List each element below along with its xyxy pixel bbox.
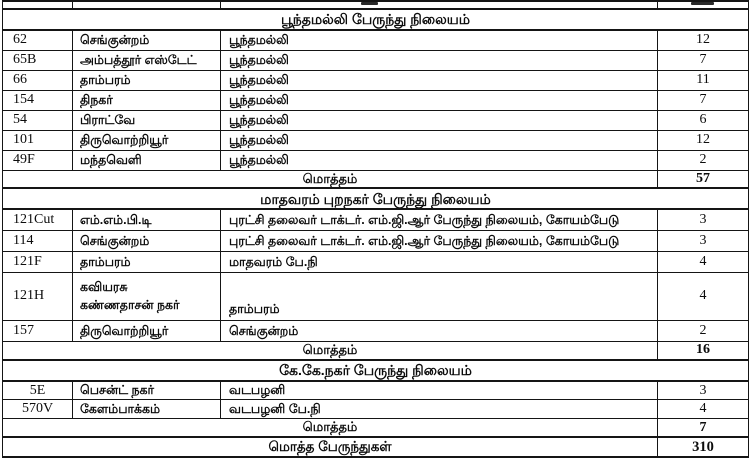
route-number-cell: 65B xyxy=(3,50,73,70)
bus-count-cell: 11 xyxy=(658,70,749,90)
route-row xyxy=(3,400,749,419)
section-total-row xyxy=(3,419,749,437)
section-total-label: மொத்தம் xyxy=(3,170,658,188)
route-number-cell: 121Cut xyxy=(3,209,73,230)
section-total-value: 7 xyxy=(658,419,749,437)
section-total-value: 16 xyxy=(658,341,749,359)
clipped-text-fragment xyxy=(691,2,714,5)
origin-cell: தாம்பரம் xyxy=(73,251,221,272)
section-total-label: மொத்தம் xyxy=(3,341,658,359)
destination-cell: பூந்தமல்லி xyxy=(221,30,658,50)
origin-cell: தாம்பரம் xyxy=(73,70,221,90)
destination-cell: பூந்தமல்லி xyxy=(221,130,658,150)
bus-count-cell: 7 xyxy=(658,90,749,110)
bus-count-cell: 7 xyxy=(658,50,749,70)
partial-clipped-row xyxy=(3,1,749,9)
destination-cell: புரட்சி தலைவர் டாக்டர். எம்.ஜி.ஆர் பேருந்து நிலையம், கோயம்பேடு xyxy=(221,230,658,251)
route-number-cell: 121H xyxy=(3,272,73,320)
route-number-cell: 570V xyxy=(3,400,73,419)
section-title: கே.கே.நகர் பேருந்து நிலையம் xyxy=(3,360,749,381)
origin-cell: கவியரசு கண்ணதாசன் நகர் xyxy=(73,272,221,320)
route-number-cell: 62 xyxy=(3,30,73,50)
bus-count-cell: 4 xyxy=(658,272,749,320)
bus-route-table-body xyxy=(3,1,749,457)
bus-count-cell: 12 xyxy=(658,130,749,150)
origin-cell: திநகர் xyxy=(73,90,221,110)
route-row xyxy=(3,251,749,272)
origin-cell: எம்.எம்.பி.டி xyxy=(73,209,221,230)
route-row xyxy=(3,50,749,70)
origin-cell: திருவொற்றியூர் xyxy=(73,320,221,341)
origin-cell: பிராட்வே xyxy=(73,110,221,130)
route-number-cell: 114 xyxy=(3,230,73,251)
route-number-cell: 5E xyxy=(3,381,73,400)
destination-cell: பூந்தமல்லி xyxy=(221,70,658,90)
route-row xyxy=(3,381,749,400)
bus-count-cell: 6 xyxy=(658,110,749,130)
bus-count-cell: 3 xyxy=(658,230,749,251)
destination-cell: பூந்தமல்லி xyxy=(221,50,658,70)
origin-cell: அம்பத்தூர் எஸ்டேட் xyxy=(73,50,221,70)
partial-cell xyxy=(3,1,73,9)
section-total-label: மொத்தம் xyxy=(3,419,658,437)
route-number-cell: 66 xyxy=(3,70,73,90)
route-row xyxy=(3,209,749,230)
partial-cell xyxy=(221,1,658,9)
route-number-cell: 154 xyxy=(3,90,73,110)
origin-cell: செங்குன்றம் xyxy=(73,30,221,50)
destination-cell: புரட்சி தலைவர் டாக்டர். எம்.ஜி.ஆர் பேருந்து நிலையம், கோயம்பேடு xyxy=(221,209,658,230)
route-row xyxy=(3,150,749,170)
destination-cell: மாதவரம் பே.நி xyxy=(221,251,658,272)
route-row xyxy=(3,272,749,320)
origin-cell: திருவொற்றியூர் xyxy=(73,130,221,150)
section-title: மாதவரம் புறநகர் பேருந்து நிலையம் xyxy=(3,188,749,209)
route-row xyxy=(3,110,749,130)
bus-route-table xyxy=(2,0,749,458)
section-total-value: 57 xyxy=(658,170,749,188)
clipped-text-fragment xyxy=(361,2,378,5)
grand-total-row xyxy=(3,437,749,457)
bus-count-cell: 4 xyxy=(658,251,749,272)
destination-cell: செங்குன்றம் xyxy=(221,320,658,341)
bus-count-cell: 2 xyxy=(658,150,749,170)
bus-count-cell: 3 xyxy=(658,381,749,400)
section-header-row xyxy=(3,188,749,209)
section-total-row xyxy=(3,170,749,188)
route-number-cell: 101 xyxy=(3,130,73,150)
bus-count-cell: 4 xyxy=(658,400,749,419)
route-number-cell: 49F xyxy=(3,150,73,170)
route-row xyxy=(3,70,749,90)
route-number-cell: 54 xyxy=(3,110,73,130)
origin-cell: பெசன்ட் நகர் xyxy=(73,381,221,400)
route-row xyxy=(3,130,749,150)
destination-cell: வடபழனி பே.நி xyxy=(221,400,658,419)
bus-count-cell: 12 xyxy=(658,30,749,50)
destination-cell: தாம்பரம் xyxy=(221,272,658,320)
section-header-row xyxy=(3,9,749,30)
origin-cell: கேளம்பாக்கம் xyxy=(73,400,221,419)
destination-cell: பூந்தமல்லி xyxy=(221,110,658,130)
route-row xyxy=(3,230,749,251)
grand-total-label: மொத்த பேருந்துகள் xyxy=(3,437,658,457)
route-row xyxy=(3,320,749,341)
bus-count-cell: 3 xyxy=(658,209,749,230)
section-header-row xyxy=(3,360,749,381)
grand-total-value: 310 xyxy=(658,437,749,457)
route-row xyxy=(3,30,749,50)
destination-cell: பூந்தமல்லி xyxy=(221,150,658,170)
route-number-cell: 121F xyxy=(3,251,73,272)
partial-cell xyxy=(73,1,221,9)
origin-cell: செங்குன்றம் xyxy=(73,230,221,251)
bus-count-cell: 2 xyxy=(658,320,749,341)
section-total-row xyxy=(3,341,749,359)
partial-cell xyxy=(658,1,749,9)
destination-cell: பூந்தமல்லி xyxy=(221,90,658,110)
route-number-cell: 157 xyxy=(3,320,73,341)
section-title: பூந்தமல்லி பேருந்து நிலையம் xyxy=(3,9,749,30)
route-row xyxy=(3,90,749,110)
origin-cell: மந்தவெளி xyxy=(73,150,221,170)
destination-cell: வடபழனி xyxy=(221,381,658,400)
